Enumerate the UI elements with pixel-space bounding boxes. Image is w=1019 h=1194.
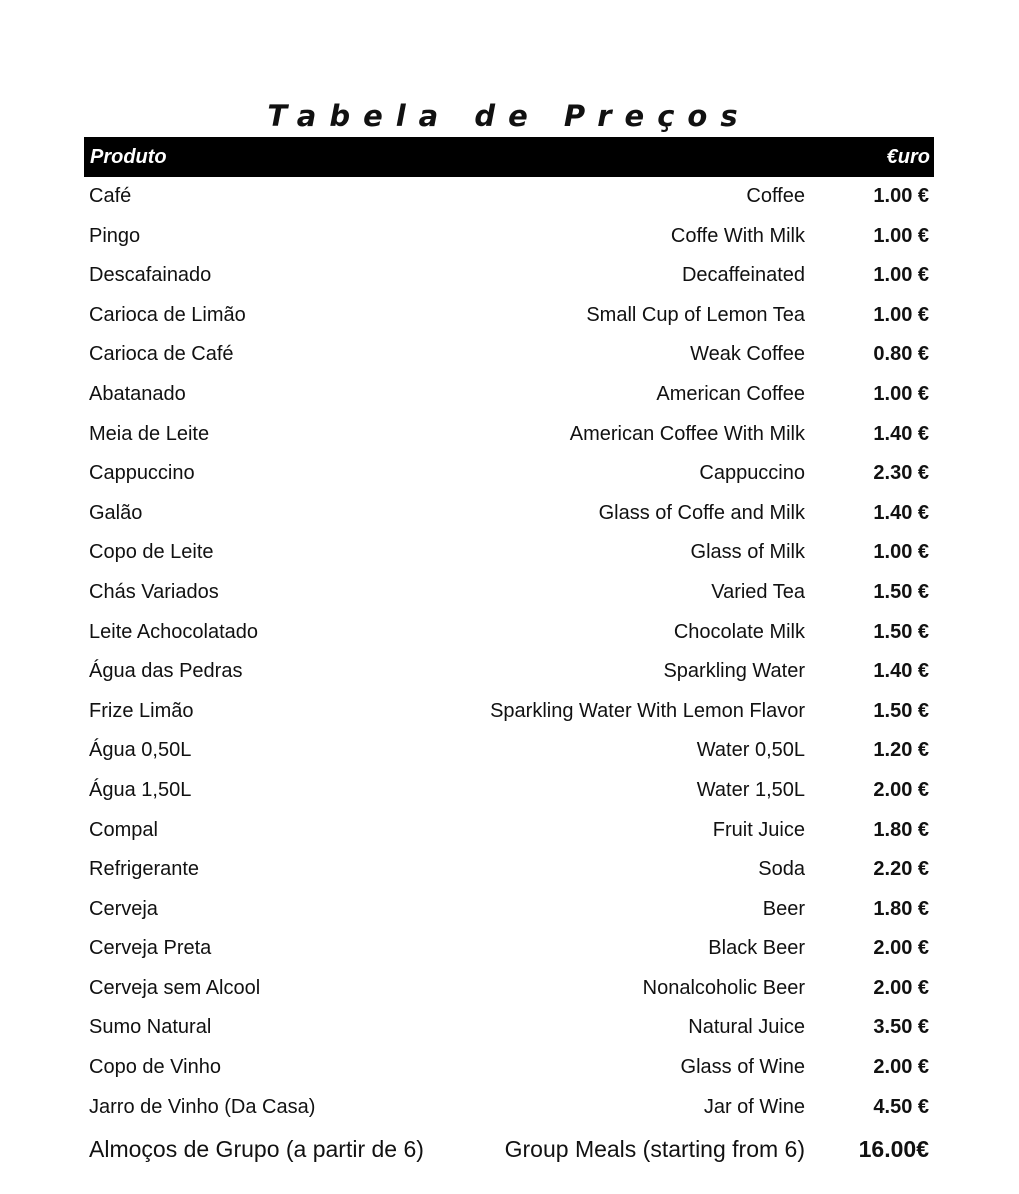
table-row xyxy=(84,415,934,455)
table-row xyxy=(84,454,934,494)
product-name-pt: Cappuccino xyxy=(89,462,195,485)
product-name-en: Glass of Coffe and Milk xyxy=(598,501,805,524)
product-name-pt: Cerveja xyxy=(89,897,158,920)
product-name-pt: Cerveja Preta xyxy=(89,937,212,960)
product-name-en: Black Beer xyxy=(708,937,805,960)
table-row xyxy=(84,811,934,851)
product-name-en: American Coffee xyxy=(656,382,805,405)
table-row xyxy=(84,573,934,613)
product-name-pt: Frize Limão xyxy=(89,699,194,722)
table-row xyxy=(84,177,934,217)
product-price: 2.20 € xyxy=(873,858,929,881)
product-name-pt: Chás Variados xyxy=(89,580,219,603)
product-name-en: Fruit Juice xyxy=(712,818,805,841)
product-name-en: Coffe With Milk xyxy=(670,224,805,247)
product-name-en: Nonalcoholic Beer xyxy=(642,976,805,999)
table-row xyxy=(84,890,934,930)
product-name-pt: Copo de Leite xyxy=(89,541,214,564)
product-price: 3.50 € xyxy=(873,1016,929,1039)
product-name-en: Water 0,50L xyxy=(696,739,805,762)
product-name-en: Weak Coffee xyxy=(690,343,805,366)
product-name-en: Small Cup of Lemon Tea xyxy=(586,303,805,326)
product-price: 1.00 € xyxy=(873,264,929,287)
table-row xyxy=(84,494,934,534)
product-price: 1.50 € xyxy=(873,699,929,722)
product-name-pt: Jarro de Vinho (Da Casa) xyxy=(89,1095,316,1118)
product-name-pt: Cerveja sem Alcool xyxy=(89,976,261,999)
product-name-pt: Água 0,50L xyxy=(89,739,192,762)
product-name-pt: Pingo xyxy=(89,224,141,247)
product-name-pt: Carioca de Limão xyxy=(89,303,246,326)
product-name-en: Jar of Wine xyxy=(703,1095,805,1118)
product-price: 0.80 € xyxy=(873,343,929,366)
table-row xyxy=(84,969,934,1009)
product-price: 2.00 € xyxy=(873,778,929,801)
product-name-pt: Café xyxy=(89,185,132,207)
group-meal-price: 16.00€ xyxy=(858,1136,929,1163)
table-row xyxy=(84,1008,934,1048)
product-name-en: Sparkling Water With Lemon Flavor xyxy=(490,699,805,722)
table-row xyxy=(84,613,934,653)
product-name-pt: Água 1,50L xyxy=(89,778,192,801)
product-name-pt: Compal xyxy=(89,818,158,841)
product-name-en: Decaffeinated xyxy=(681,264,805,287)
product-name-pt: Galão xyxy=(89,501,143,524)
product-price: 1.00 € xyxy=(873,303,929,326)
product-price: 1.40 € xyxy=(873,422,929,445)
product-name-pt: Leite Achocolatado xyxy=(89,620,259,643)
product-name-en: Soda xyxy=(758,858,805,881)
product-name-en: Beer xyxy=(762,897,805,920)
group-meal-row xyxy=(84,1127,934,1171)
table-row xyxy=(84,1088,934,1128)
product-price: 1.40 € xyxy=(873,660,929,683)
product-name-pt: Meia de Leite xyxy=(89,422,210,445)
group-meal-name-pt: Almoços de Grupo (a partir de 6) xyxy=(89,1136,424,1163)
table-row xyxy=(84,1048,934,1088)
product-name-pt: Água das Pedras xyxy=(89,660,243,683)
table-row xyxy=(84,692,934,732)
table-row xyxy=(84,652,934,692)
product-price: 1.50 € xyxy=(873,620,929,643)
product-price: 1.00 € xyxy=(873,382,929,405)
product-price: 1.40 € xyxy=(873,501,929,524)
product-name-en: Varied Tea xyxy=(711,580,805,603)
product-name-en: Chocolate Milk xyxy=(673,620,805,643)
product-price: 1.80 € xyxy=(873,897,929,920)
table-row xyxy=(84,533,934,573)
product-name-en: Sparkling Water xyxy=(663,660,805,683)
product-name-pt: Refrigerante xyxy=(89,858,200,881)
table-header xyxy=(84,137,934,177)
table-row xyxy=(84,731,934,771)
table-row xyxy=(84,375,934,415)
product-name-pt: Abatanado xyxy=(89,382,186,405)
product-price: 2.00 € xyxy=(873,1056,929,1079)
product-price: 1.20 € xyxy=(873,739,929,762)
product-name-en: Water 1,50L xyxy=(696,778,805,801)
product-name-pt: Descafainado xyxy=(89,264,212,287)
product-name-en: Cappuccino xyxy=(699,462,805,485)
product-name-pt: Copo de Vinho xyxy=(89,1056,221,1079)
product-name-en: American Coffee With Milk xyxy=(569,422,805,445)
page-title: Tabela de Preços xyxy=(267,99,751,133)
product-price: 1.00 € xyxy=(873,185,929,207)
product-price: 2.00 € xyxy=(873,937,929,960)
product-name-pt: Carioca de Café xyxy=(89,343,234,366)
product-column-header: Produto xyxy=(90,146,167,168)
product-name-en: Coffee xyxy=(746,185,805,207)
table-row xyxy=(84,335,934,375)
table-row xyxy=(84,296,934,336)
product-name-en: Glass of Milk xyxy=(690,541,805,564)
product-price: 4.50 € xyxy=(873,1095,929,1118)
product-name-pt: Sumo Natural xyxy=(89,1016,212,1039)
product-price: 2.30 € xyxy=(873,462,929,485)
product-name-en: Glass of Wine xyxy=(680,1056,805,1079)
product-price: 2.00 € xyxy=(873,976,929,999)
table-row xyxy=(84,929,934,969)
price-list xyxy=(84,177,934,1171)
product-price: 1.00 € xyxy=(873,541,929,564)
product-price: 1.80 € xyxy=(873,818,929,841)
table-row xyxy=(84,850,934,890)
product-price: 1.00 € xyxy=(873,224,929,247)
table-row xyxy=(84,217,934,257)
product-name-en: Natural Juice xyxy=(688,1016,805,1039)
product-price: 1.50 € xyxy=(873,580,929,603)
currency-column-header: €uro xyxy=(886,146,930,168)
table-row xyxy=(84,771,934,811)
table-row xyxy=(84,256,934,296)
group-meal-name-en: Group Meals (starting from 6) xyxy=(504,1136,805,1163)
